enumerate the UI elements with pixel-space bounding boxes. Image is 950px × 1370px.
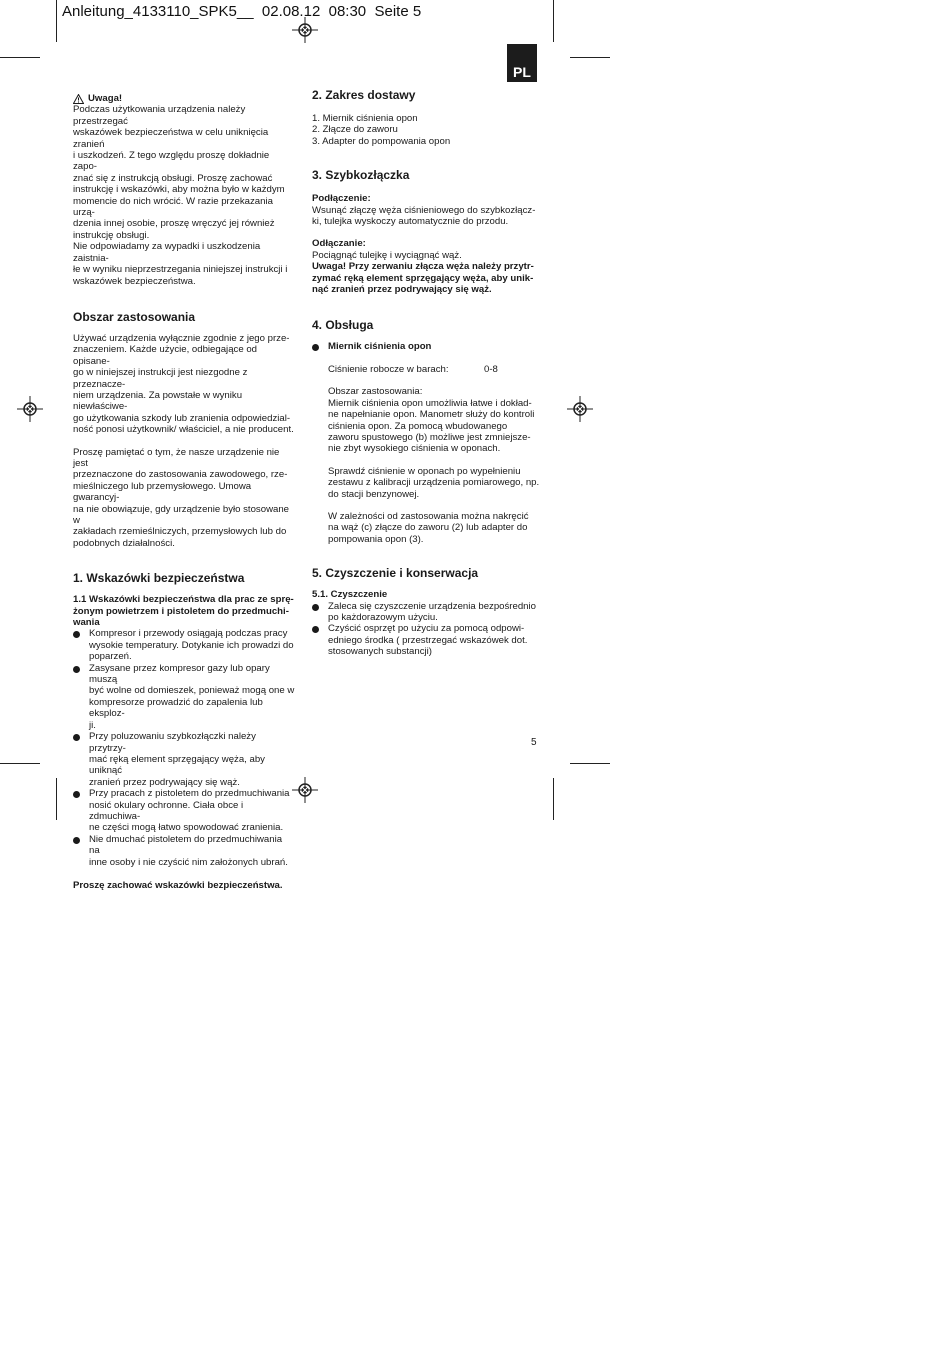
text-line: Kompresor i przewody osiągają podczas pracy (89, 628, 288, 640)
text-line: pompowania opon (3). (328, 533, 424, 545)
crop-mark (570, 763, 610, 764)
crop-mark (56, 0, 57, 42)
pressure-key: Ciśnienie robocze w barach: (328, 363, 449, 375)
text-line: wskazówek bezpieczeństwa. (73, 275, 196, 287)
section-title-safety: 1. Wskazówki bezpieczeństwa (73, 571, 245, 586)
list-item (73, 628, 295, 662)
text-line: Przy pracach z pistoletem do przedmuchiwania (89, 788, 290, 800)
section-title-coupler: 3. Szybkozłączka (312, 168, 410, 183)
text-line: być wolne od domieszek, ponieważ mogą one w (89, 685, 295, 697)
text-line: po każdorazowym użyciu. (328, 611, 438, 623)
text-line: Proszę pamiętać o tym, że nasze urządzenie nie jest (73, 446, 280, 469)
text-line: znaczeniem. Każde użycie, odbiegające od opisane- (73, 344, 257, 367)
language-badge: PL (507, 44, 537, 82)
text-line: zaworu spustowego (b) możliwe jest zmniejsze- (328, 431, 531, 443)
delivery-list (312, 113, 540, 147)
text-line: na wąż (c) złącze do zaworu (2) lub adapter do (328, 522, 528, 534)
text-line: poparzeń. (89, 651, 132, 663)
pressure-value: 0-8 (484, 363, 498, 375)
text-line: żonym powietrzem i pistoletem do przedmuchi- (73, 605, 289, 617)
crop-mark (553, 778, 554, 820)
safety-closing: Proszę zachować wskazówki bezpieczeństwa. (73, 879, 283, 891)
safety-bullet-list (73, 628, 295, 868)
text-line: Czyścić osprzęt po użyciu za pomocą odpowi- (328, 623, 525, 635)
list-item (73, 663, 295, 731)
text-line: instrukcję obsługi. (73, 229, 150, 241)
text-line: Nie odpowiadamy za wypadki i uszkodzenia zaistnia- (73, 241, 261, 264)
text-line: Przy poluzowaniu szybkozłączki należy przytrzy- (89, 731, 256, 754)
warning-title: Uwaga! (88, 93, 123, 104)
bullet-icon (312, 626, 319, 633)
cleaning-bullet-list (312, 601, 540, 658)
text-line: podobnych działalności. (73, 537, 175, 549)
text-line: wania (73, 617, 100, 629)
text-line: ciśnienia opon. Za pomocą wbudowanego (328, 420, 508, 432)
text-line: wysokie temperatury. Dotykanie ich prowadzi do (89, 639, 294, 651)
bullet-icon (73, 631, 80, 638)
text-line: ki, tulejka wyskoczy automatycznie do przodu. (312, 216, 509, 228)
text-line: edniego środka ( przestrzegać wskazówek dot. (328, 634, 528, 646)
operation-bullet-list (312, 341, 540, 352)
text-line: 1.1 Wskazówki bezpieczeństwa dla prac ze sprę- (73, 594, 294, 606)
safety-subtitle (73, 594, 295, 628)
list-item: 3. Adapter do pompowania opon (312, 135, 451, 147)
text-line: Miernik ciśnienia opon (328, 341, 432, 353)
registration-mark-icon (17, 396, 43, 422)
section-title-delivery: 2. Zakres dostawy (312, 88, 416, 102)
list-item: 2. Złącze do zaworu (312, 124, 398, 136)
text-line: łe w wyniku nieprzestrzegania niniejszej instrukcji i (73, 264, 288, 276)
section-title-cleaning: 5. Czyszczenie i konserwacja (312, 566, 479, 581)
connect-block (312, 511, 540, 545)
text-line: zranień przez podrywający się wąż. (89, 776, 240, 788)
text-line: ne części mogą łatwo spowodować zranienia. (89, 822, 284, 834)
text-line: Sprawdź ciśnienie w oponach po wypełnieniu (328, 465, 521, 477)
crop-mark (0, 763, 40, 764)
text-line: zymać ręką element sprzęgający węża, aby unik- (312, 272, 534, 284)
text-line: Pociągnąć tulejkę i wyciągnąć wąż. (312, 249, 462, 261)
list-item (73, 788, 295, 834)
registration-mark-icon (292, 17, 318, 43)
section-title-scope: Obszar zastosowania (73, 309, 196, 324)
bullet-icon (73, 734, 80, 741)
bullet-icon (312, 344, 319, 351)
text-line: Wsunąć złączę węża ciśnieniowego do szybkozłącz- (312, 204, 536, 216)
coupler-warning (312, 261, 540, 295)
text-line: mać ręką element sprzęgający węża, aby uniknąć (89, 753, 265, 777)
cleaning-subtitle: 5.1. Czyszczenie (312, 589, 388, 601)
registration-mark-icon (292, 777, 318, 803)
text-line: i uszkodzeń. Z tego względu proszę dokładnie zapo- (73, 150, 270, 173)
bullet-icon (73, 837, 80, 844)
text-line: momencie do nich wrócić. W razie przekazania urzą- (73, 195, 273, 219)
text-line: znać się z instrukcją obsługi. Proszę zachować (73, 172, 273, 184)
text-line: go użytkowania szkody lub zranienia odpowiedzial- (73, 412, 291, 424)
text-line: mieślniczego lub przemysłowego. Umowa gwarancyj- (73, 480, 252, 504)
text-line: stosowanych substancji) (328, 646, 432, 658)
text-line: zakładach rzemieślniczych, przemysłowych lub do (73, 526, 287, 538)
text-line: ji. (89, 719, 96, 731)
text-line: wskazówek bezpieczeństwa w celu uniknięcia zranień (73, 127, 269, 150)
text-line: ne napełnianie opon. Manometr służy do kontroli (328, 409, 535, 421)
check-block (312, 466, 540, 500)
right-column (312, 88, 540, 658)
text-line: Podczas użytkowania urządzenia należy przestrzegać (73, 104, 246, 127)
scope-paragraph-1 (73, 333, 295, 436)
list-item (312, 341, 540, 352)
text-line: inne osoby i nie czyścić nim założonych ubrań. (89, 856, 288, 868)
text-line: nosić okulary ochronne. Ciała obce i zdmuchiwa- (89, 799, 244, 822)
crop-mark (56, 778, 57, 820)
text-line: niem urządzenia. Za powstałe w wyniku niewłaściwe- (73, 389, 243, 413)
warning-heading (73, 93, 295, 104)
pressure-row (312, 364, 540, 375)
bullet-icon (312, 604, 319, 611)
text-line: Obszar zastosowania: (328, 386, 423, 398)
text-line: go w niniejszej instrukcji jest niezgodne z przeznacze- (73, 367, 248, 390)
text-line: na nie obowiązuje, gdy urządzenie było stosowane w (73, 503, 289, 526)
crop-mark (570, 57, 610, 58)
page-number: 5 (531, 737, 537, 748)
section-title-operation: 4. Obsługa (312, 318, 374, 333)
bullet-icon (73, 666, 80, 673)
text-line: ność ponosi użytkownik/ właściciel, a nie producent. (73, 424, 294, 436)
list-item (312, 623, 540, 657)
bullet-icon (73, 791, 80, 798)
registration-mark-icon (567, 396, 593, 422)
list-item (73, 834, 295, 868)
text-line: Uwaga! Przy zerwaniu złącza węża należy przytr- (312, 261, 534, 273)
print-header: Anleitung_4133110_SPK5__ 02.08.12 08:30 Seite 5 (62, 3, 422, 20)
warning-text (73, 104, 295, 287)
text-line: Miernik ciśnienia opon umożliwia łatwe i dokład- (328, 397, 532, 409)
disconnect-label: Odłączanie: (312, 238, 366, 250)
list-item (73, 731, 295, 788)
text-line: instrukcję i wskazówki, aby można było w każdym (73, 184, 285, 196)
text-line: przeznaczone do zastosowania zawodowego, rze- (73, 469, 288, 481)
text-line: nie zbyt wysokiego ciśnienia w oponach. (328, 443, 501, 455)
text-line: W zależności od zastosowania można nakręcić (328, 510, 529, 522)
text-line: Używać urządzenia wyłącznie zgodnie z jego prze- (73, 332, 290, 344)
usage-block (312, 386, 540, 454)
text-line: Zasysane przez kompresor gazy lub opary muszą (89, 662, 270, 686)
text-line: Zaleca się czyszczenie urządzenia bezpośrednio (328, 600, 536, 612)
connect-label: Podłączenie: (312, 193, 371, 205)
warning-triangle-icon (73, 94, 84, 104)
scope-paragraph-2 (73, 447, 295, 550)
crop-mark (553, 0, 554, 42)
left-column (73, 93, 295, 891)
text-line: Nie dmuchać pistoletem do przedmuchiwania na (89, 833, 283, 857)
text-line: zestawu z kalibracji urządzenia pomiarowego, np. (328, 477, 540, 489)
text-line: do stacji benzynowej. (328, 488, 420, 500)
list-item (312, 601, 540, 624)
crop-mark (0, 57, 40, 58)
text-line: kompresorze prowadzić do zapalenia lub eksploz- (89, 696, 263, 720)
text-line: dzenia innej osobie, proszę wręczyć jej również (73, 218, 275, 230)
list-item: 1. Miernik ciśnienia opon (312, 113, 418, 124)
text-line: nąć zranień przez podrywający się wąż. (312, 284, 492, 296)
